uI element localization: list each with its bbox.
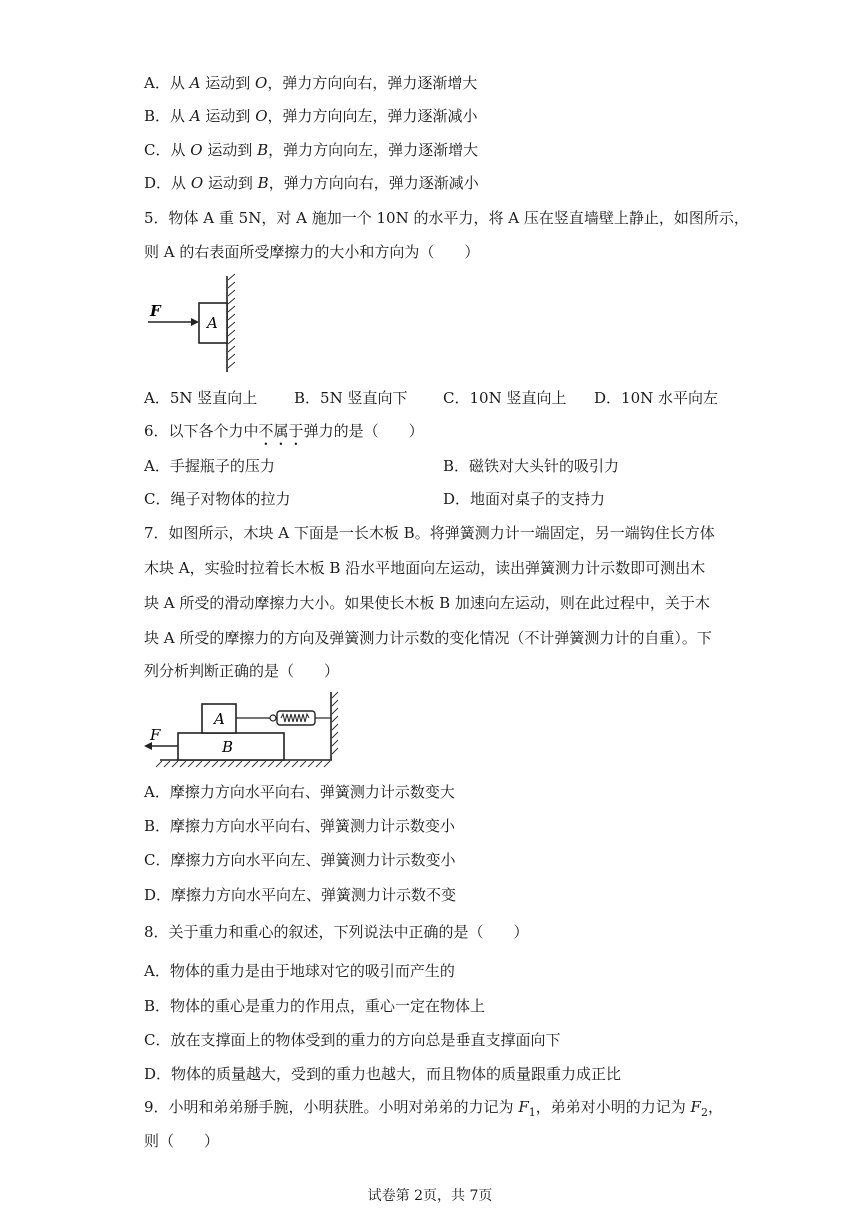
q7-stem-line2: 木块 A，实验时拉着长木板 B 沿水平地面向左运动，读出弹簧测力计示数即可测出木 [144,559,706,577]
q6-option-b: B．磁铁对大头针的吸引力 [443,457,620,475]
q7-hook [270,715,276,721]
q7-figure [140,690,345,772]
q8-stem: 8．关于重力和重心的叙述，下列说法中正确的是（ ） [144,923,529,941]
q7-label-a: A [214,710,225,728]
q4-option-d: D．从 O 运动到 B，弹力方向向右，弹力逐渐减小 [144,174,479,192]
q7-option-c: C．摩擦力方向水平向左、弹簧测力计示数变小 [144,851,456,869]
q4-option-c: C．从 O 运动到 B，弹力方向向左，弹力逐渐增大 [144,141,479,159]
q6-option-d: D．地面对桌子的支持力 [443,490,606,508]
q4-option-a: A．从 A 运动到 O，弹力方向向右，弹力逐渐增大 [144,74,478,92]
q7-label-f: F [150,726,161,744]
q9-stem-line2: 则（ ） [144,1132,220,1150]
q7-option-d: D．摩擦力方向水平向左、弹簧测力计示数不变 [144,886,457,904]
q5-option-d: D．10N 水平向左 [594,389,719,407]
q5-option-a: A．5N 竖直向上 [144,389,258,407]
q5-option-c: C．10N 竖直向上 [443,389,567,407]
q5-stem-line1: 5．物体 A 重 5N，对 A 施加一个 10N 的水平力，将 A 压在竖直墙壁上静止，如图所示， [144,209,749,227]
page-footer: 试卷第 2页，共 7页 [367,1188,493,1204]
q5-stem-line2: 则 A 的右表面所受摩擦力的大小和方向为（ ） [144,243,480,261]
q7-label-b: B [222,738,234,756]
q5-wall-hatch [228,274,235,368]
q7-stem-line4: 块 A 所受的摩擦力的方向及弹簧测力计示数的变化情况（不计弹簧测力计的自重）。下 [144,629,712,647]
q5-option-b: B．5N 竖直向下 [294,389,408,407]
q7-stem-line5: 列分析判断正确的是（ ） [144,662,340,680]
q7-stem-line1: 7．如图所示，木块 A 下面是一长木板 B。将弹簧测力计一端固定，另一端钩住长方体 [144,524,715,542]
q9-stem-line1: 9．小明和弟弟掰手腕，小明获胜。小明对弟弟的力记为 $F_1$，弟弟对小明的力记为 $F_2$， [144,1098,723,1119]
q7-option-b: B．摩擦力方向水平向右、弹簧测力计示数变小 [144,817,456,835]
q7-wall-hatch [332,692,338,754]
q6-option-c: C．绳子对物体的拉力 [144,490,291,508]
q4-option-b: B．从 A 运动到 O，弹力方向向左，弹力逐渐减小 [144,107,478,125]
q5-label-f: F [150,302,161,320]
q5-force-arrowhead [191,318,199,326]
q8-option-c: C．放在支撑面上的物体受到的重力的方向总是垂直支撑面向下 [144,1031,561,1049]
q6-stem: 6．以下各个力中不属于弹力的是（ ） [144,422,424,440]
q7-stem-line3: 块 A 所受的滑动摩擦力大小。如果使长木板 B 加速向左运动，则在此过程中，关于木 [144,594,710,612]
q8-option-b: B．物体的重心是重力的作用点，重心一定在物体上 [144,997,486,1015]
q6-emphasis: 不属于 [258,422,304,440]
q8-option-d: D．物体的质量越大，受到的重力也越大，而且物体的质量跟重力成正比 [144,1065,622,1083]
q7-option-a: A．摩擦力方向水平向右、弹簧测力计示数变大 [144,783,455,801]
q6-option-a: A．手握瓶子的压力 [144,457,275,475]
q8-option-a: A．物体的重力是由于地球对它的吸引而产生的 [144,962,455,980]
q5-figure [140,272,250,376]
q5-label-a: A [207,314,218,332]
q7-ground-hatch [156,761,330,767]
